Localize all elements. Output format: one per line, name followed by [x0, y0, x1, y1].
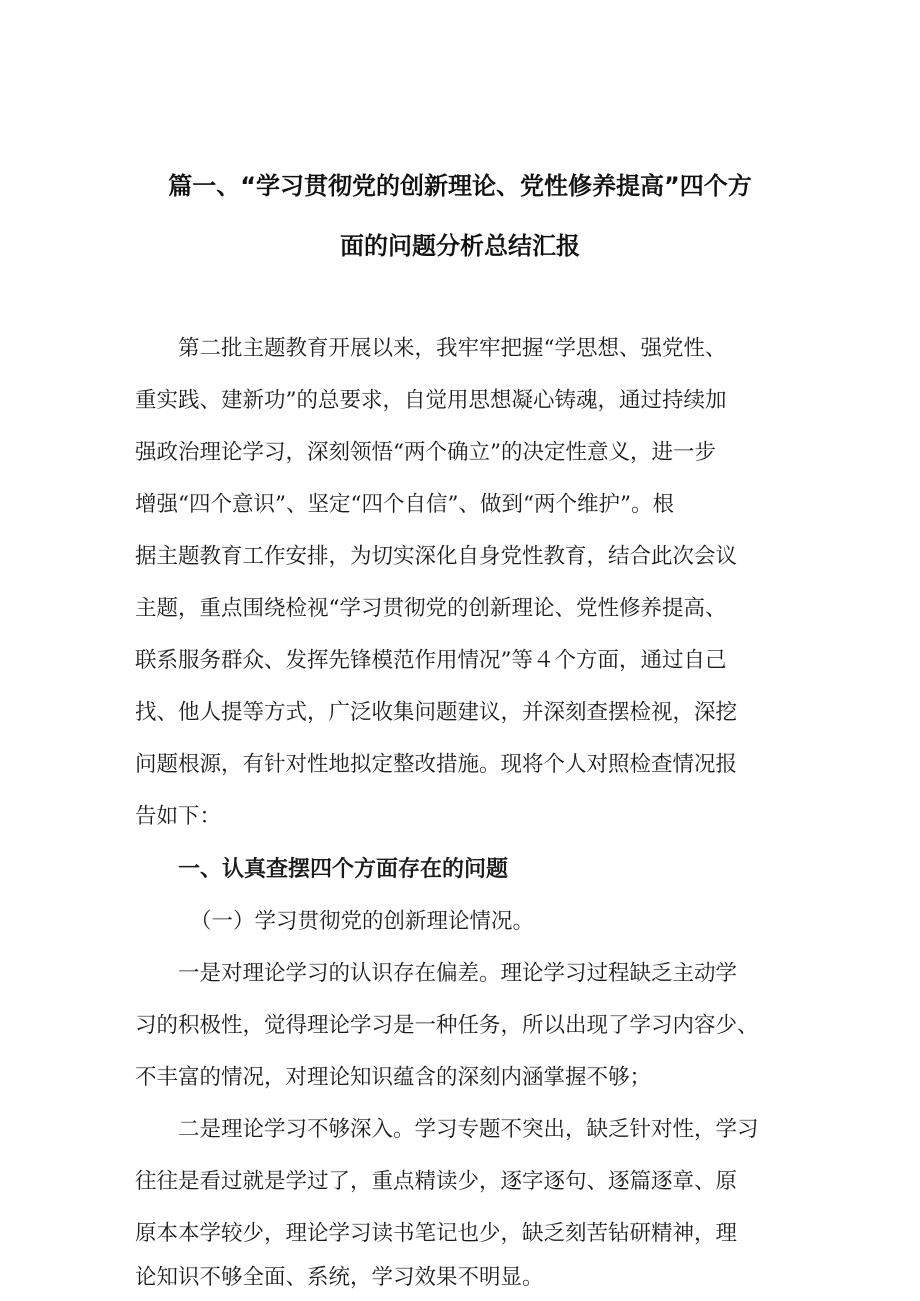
- intro-line: 告如下：: [135, 804, 222, 829]
- point-line: 一是对理论学习的认识存在偏差。理论学习过程缺乏主动学: [178, 961, 738, 986]
- subsection-heading: （一）学习贯彻党的创新理论情况。: [190, 909, 535, 934]
- document-title-line-1: 篇一、“学习贯彻党的创新理论、党性修养提高”四个方: [168, 172, 752, 200]
- document-title-line-2: 面的问题分析总结汇报: [340, 232, 580, 260]
- intro-line: 强政治理论学习，深刻领悟“两个确立”的决定性意义，进一步: [135, 440, 716, 465]
- point-line: 二是理论学习不够深入。学习专题不突出，缺乏针对性，学习: [178, 1117, 759, 1142]
- point-line: 原本本学较少，理论学习读书笔记也少，缺乏刻苦钻研精神，理: [135, 1221, 738, 1246]
- intro-line: 第二批主题教育开展以来，我牢牢把握“学思想、强党性、: [178, 336, 727, 361]
- section-heading: 一、认真查摆四个方面存在的问题: [178, 857, 509, 882]
- intro-line: 重实践、建新功”的总要求，自觉用思想凝心铸魂，通过持续加: [135, 388, 727, 413]
- point-line: 习的积极性，觉得理论学习是一种任务，所以出现了学习内容少、: [135, 1013, 759, 1038]
- intro-line: 找、他人提等方式，广泛收集问题建议，并深刻查摆检视，深挖: [135, 700, 738, 725]
- intro-line: 增强“四个意识”、坚定“四个自信”、做到“两个维护”。根: [135, 492, 674, 517]
- intro-line: 据主题教育工作安排，为切实深化自身党性教育，结合此次会议: [135, 544, 738, 569]
- intro-line: 主题，重点围绕检视“学习贯彻党的创新理论、党性修养提高、: [135, 596, 727, 621]
- point-line: 往往是看过就是学过了，重点精读少，逐字逐句、逐篇逐章、原: [135, 1169, 738, 1194]
- point-line: 不丰富的情况，对理论知识蕴含的深刻内涵掌握不够；: [135, 1065, 652, 1090]
- document-body: [135, 0, 795, 1301]
- intro-line: 联系服务群众、发挥先锋模范作用情况”等４个方面，通过自己: [135, 648, 727, 673]
- intro-line: 问题根源，有针对性地拟定整改措施。现将个人对照检查情况报: [135, 752, 738, 777]
- point-line: 论知识不够全面、系统，学习效果不明显。: [135, 1265, 544, 1290]
